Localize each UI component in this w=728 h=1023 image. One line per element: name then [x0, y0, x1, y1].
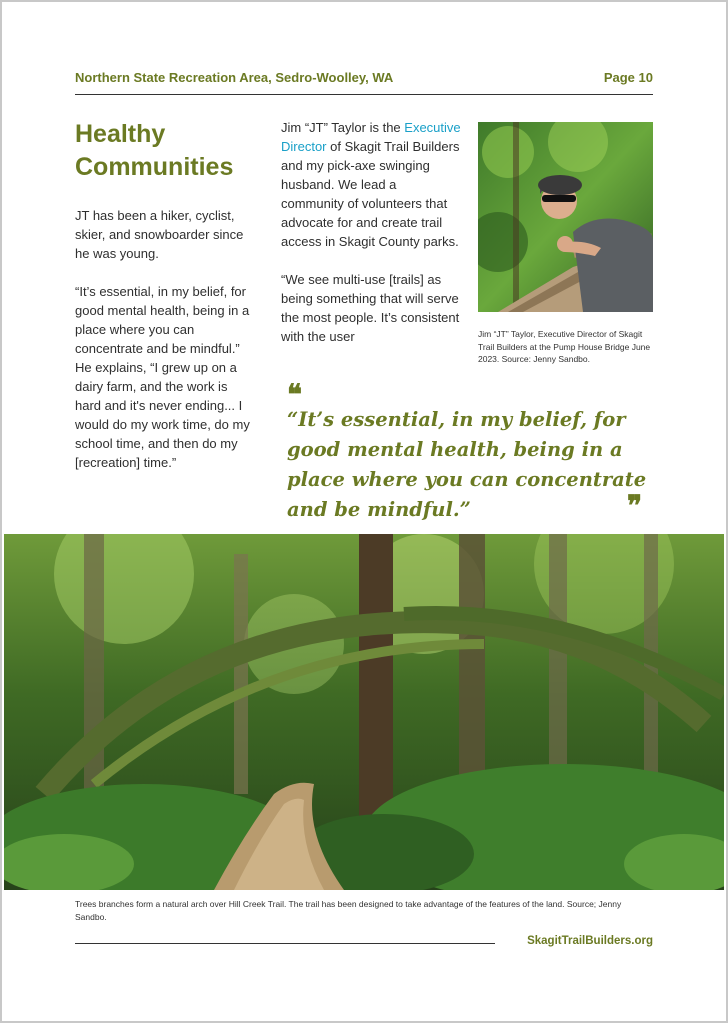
photo-caption: Jim “JT” Taylor, Executive Director of Skagit Trail Builders at the Pump House Bridge June 2023. Source: Jenny Sandbo.: [478, 329, 651, 364]
forest-trail-photo: [4, 534, 724, 890]
paragraph-4: “We see multi-use [trails] as being something that will serve the most people. It’s consistent with the user: [281, 272, 460, 344]
header-location: Northern State Recreation Area, Sedro-Woolley, WA: [75, 70, 394, 85]
quote-open-icon: ❝: [287, 378, 303, 411]
executive-director-link[interactable]: Executive Director: [281, 120, 461, 154]
forest-photo-caption: Trees branches form a natural arch over Hill Creek Trail. The trail has been designed to take advantage of the features of the land. Source; Jenny Sandbo.: [75, 899, 622, 922]
pull-quote: “It’s essential, in my belief, for good mental health, being in a place where you can concentrate and be mindful.”: [287, 408, 647, 521]
paragraph-1: JT has been a hiker, cyclist, skier, and snowboarder since he was young.: [75, 208, 244, 261]
page-header: [75, 70, 653, 85]
paragraph-3-start: Jim “JT” Taylor is the: [281, 120, 405, 135]
article-column-2: [281, 118, 461, 365]
paragraph-3: [281, 118, 461, 251]
article-title: [75, 118, 255, 184]
footer-website-link[interactable]: SkagitTrailBuilders.org: [527, 935, 653, 947]
article-column-1: [75, 118, 255, 491]
title-line-2: Communities: [75, 153, 234, 181]
paragraph-2: “It’s essential, in my belief, for good mental health, being in a place where you can concentrate and be mindful.” He explains, “I grew up on a dairy farm, and the work is hard and it's never ending... I would do my work time, do my school time, and then do my [recreation] time.”: [75, 284, 250, 470]
title-line-1: Healthy: [75, 120, 166, 148]
header-divider: [75, 94, 653, 95]
jt-portrait-photo: [478, 122, 653, 312]
footer-divider: [75, 943, 495, 944]
page-number: Page 10: [603, 70, 653, 85]
paragraph-3-end: of Skagit Trail Builders and my pick-axe swinging husband. We lead a community of volunteers that advocate for and create trail access in Skagit County parks.: [281, 139, 460, 249]
quote-close-icon: ❞: [627, 489, 643, 522]
